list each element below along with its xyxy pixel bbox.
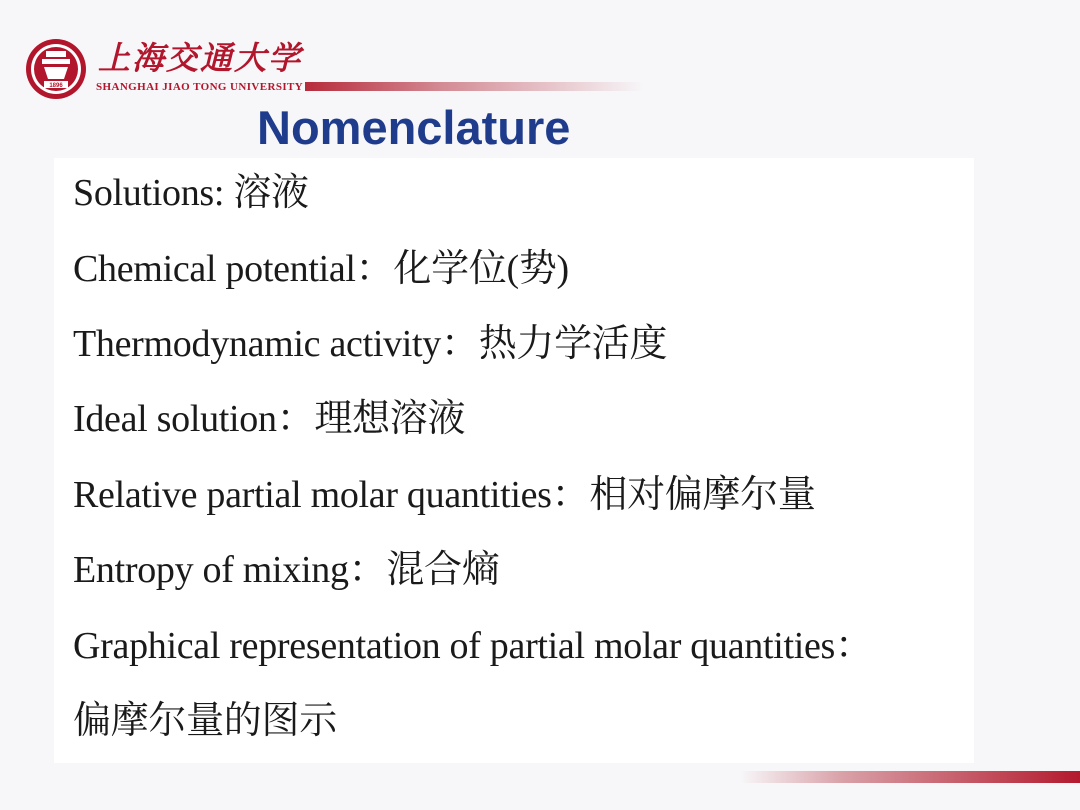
term-line: Entropy of mixing：混合熵 (73, 549, 500, 591)
sjtu-seal-logo-icon (24, 37, 88, 101)
header-divider-bar (305, 82, 645, 91)
footer-accent-bar (740, 771, 1080, 783)
term-line: Chemical potential：化学位(势) (73, 248, 569, 290)
logo-year: 1896 (49, 83, 63, 89)
term-line: Solutions: 溶液 (73, 172, 309, 214)
term-line: Graphical representation of partial molar quantities： (73, 625, 873, 667)
university-name-cn: 上海交通大学 (98, 39, 303, 77)
term-line: Thermodynamic activity：热力学活度 (73, 323, 668, 365)
term-line: 偏摩尔量的图示 (73, 700, 337, 742)
slide-title: Nomenclature (257, 101, 571, 154)
term-line: Relative partial molar quantities：相对偏摩尔量 (73, 474, 816, 516)
term-line: Ideal solution：理想溶液 (73, 398, 466, 440)
university-name-en: SHANGHAI JIAO TONG UNIVERSITY (96, 81, 304, 93)
